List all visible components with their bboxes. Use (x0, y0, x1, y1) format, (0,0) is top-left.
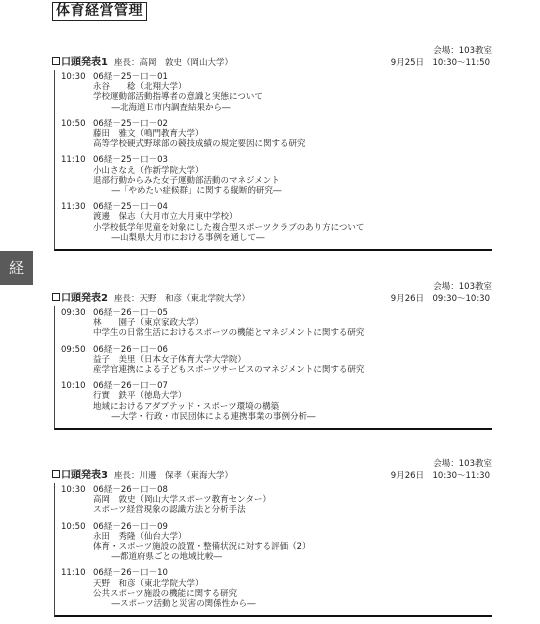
session-header (52, 57, 492, 69)
session-talks (54, 306, 492, 430)
talk-code: 06経－25－口－01 (93, 72, 168, 82)
talk-title: 小学校低学年児童を対象にした複合型スポーツクラブのあり方について (93, 222, 365, 233)
talk-title: スポーツ経営現象の認識方法と分析手法 (93, 505, 246, 516)
talk-title: 中学生の日常生活におけるスポーツの機能とマネジメントに関する研究 (93, 328, 365, 339)
session-name: 口頭発表1 (61, 57, 108, 68)
talk-subtitle: ―スポーツ活動と災害の関係性から― (103, 599, 256, 610)
talk-code: 06経－25－口－02 (93, 118, 168, 129)
session-datetime: 9月26日 10:30〜11:30 (390, 471, 490, 481)
talk-code: 06経－26－口－07 (93, 381, 168, 392)
talk-time: 10:30 (61, 485, 86, 495)
talk-time: 10:10 (61, 381, 86, 392)
talk-item (61, 381, 492, 422)
talk-code: 06経－26－口－10 (93, 568, 168, 579)
session-block (52, 282, 492, 430)
talk-title: 公共スポーツ施設の機能に関する研究 (93, 588, 238, 599)
session-venue: 会場：103教室 (433, 459, 492, 469)
talk-item (61, 155, 492, 196)
checkbox-square-icon (52, 57, 60, 65)
session-talks (54, 483, 492, 617)
talk-time: 09:30 (61, 308, 86, 318)
section-side-tab: 経 (0, 251, 33, 285)
talk-author: 行實 鉄平（徳島大学） (93, 391, 187, 402)
talk-time: 09:50 (61, 344, 86, 355)
talk-item (61, 308, 492, 339)
session-chair: 座長：高岡 敦史（岡山大学） (113, 58, 233, 68)
session-talks (54, 70, 492, 251)
talk-subtitle: ―山梨県大月市における事例を通して― (103, 232, 265, 243)
session-venue: 会場：103教室 (433, 46, 492, 56)
talk-item (61, 202, 492, 243)
session-chair: 座長：天野 和彦（東北学院大学） (113, 294, 250, 304)
talk-code: 06経－25－口－04 (93, 202, 168, 213)
talk-author: 藤田 雅文（鳴門教育大学） (93, 129, 204, 140)
session-header (52, 293, 492, 305)
talk-subtitle: ―「やめたい症候群」に関する縦断的研究― (103, 186, 282, 197)
talk-code: 06経－26－口－06 (93, 344, 168, 355)
checkbox-square-icon (52, 293, 60, 301)
talk-item (61, 72, 492, 113)
talk-author: 益子 美里（日本女子体育大学大学院） (93, 354, 247, 365)
talk-time: 11:10 (61, 568, 86, 579)
session-header (52, 470, 492, 482)
talk-subtitle: ―都道府県ごとの地域比較― (103, 552, 223, 563)
talk-time: 10:30 (61, 72, 86, 82)
talk-author: 永谷 稔（北翔大学） (93, 82, 187, 93)
talk-item (61, 345, 492, 376)
talk-author: 小山さなえ（作新学院大学） (93, 165, 204, 176)
session-block (52, 459, 492, 617)
talk-title: 体育・スポーツ施設の設置・整備状況に対する評価（2） (93, 542, 311, 553)
session-datetime: 9月25日 10:30〜11:50 (390, 58, 490, 68)
talk-item (61, 119, 492, 150)
talk-title: 高等学校硬式野球部の競技成績の規定要因に関する研究 (93, 139, 306, 150)
talk-title: 産学官連携による子どもスポーツサービスのマネジメントに関する研究 (93, 365, 365, 376)
talk-author: 天野 和彦（東北学院大学） (93, 578, 204, 589)
talk-title: 学校運動部活動指導者の意識と実態について (93, 92, 263, 103)
talk-item (61, 485, 492, 516)
checkbox-square-icon (52, 470, 60, 478)
talk-subtitle: ―北海道Ｅ市内調査結果から― (103, 102, 231, 113)
talk-code: 06経－26－口－09 (93, 521, 168, 532)
session-name: 口頭発表2 (61, 293, 108, 304)
talk-author: 永田 秀隆（仙台大学） (93, 531, 187, 542)
talk-title: 地域におけるアダプテッド・スポーツ環境の構築 (93, 401, 280, 412)
talk-author: 林 園子（東京家政大学） (93, 318, 204, 329)
talk-author: 高岡 敦史（岡山大学スポーツ教育センター） (93, 495, 271, 506)
talk-title: 退部行動からみた女子運動部活動のマネジメント (93, 175, 280, 186)
session-block (52, 46, 492, 251)
talk-author: 渡邊 保志（大月市立大月東中学校） (93, 212, 238, 223)
session-name: 口頭発表3 (61, 470, 108, 481)
session-chair: 座長：川邊 保孝（東海大学） (113, 471, 233, 481)
talk-time: 11:10 (61, 155, 86, 166)
talk-subtitle: ―大学・行政・市民団体による連携事業の事例分析― (103, 411, 316, 422)
talk-code: 06経－26－口－08 (93, 485, 168, 495)
page-title: 体育経営管理 (52, 2, 147, 21)
talk-code: 06経－25－口－03 (93, 155, 168, 166)
session-datetime: 9月26日 09:30〜10:30 (390, 294, 490, 304)
talk-code: 06経－26－口－05 (93, 308, 168, 318)
talk-time: 11:30 (61, 202, 86, 213)
talk-item (61, 522, 492, 563)
talk-time: 10:50 (61, 118, 86, 129)
talk-item (61, 568, 492, 609)
talk-time: 10:50 (61, 521, 86, 532)
session-venue: 会場：103教室 (433, 282, 492, 292)
